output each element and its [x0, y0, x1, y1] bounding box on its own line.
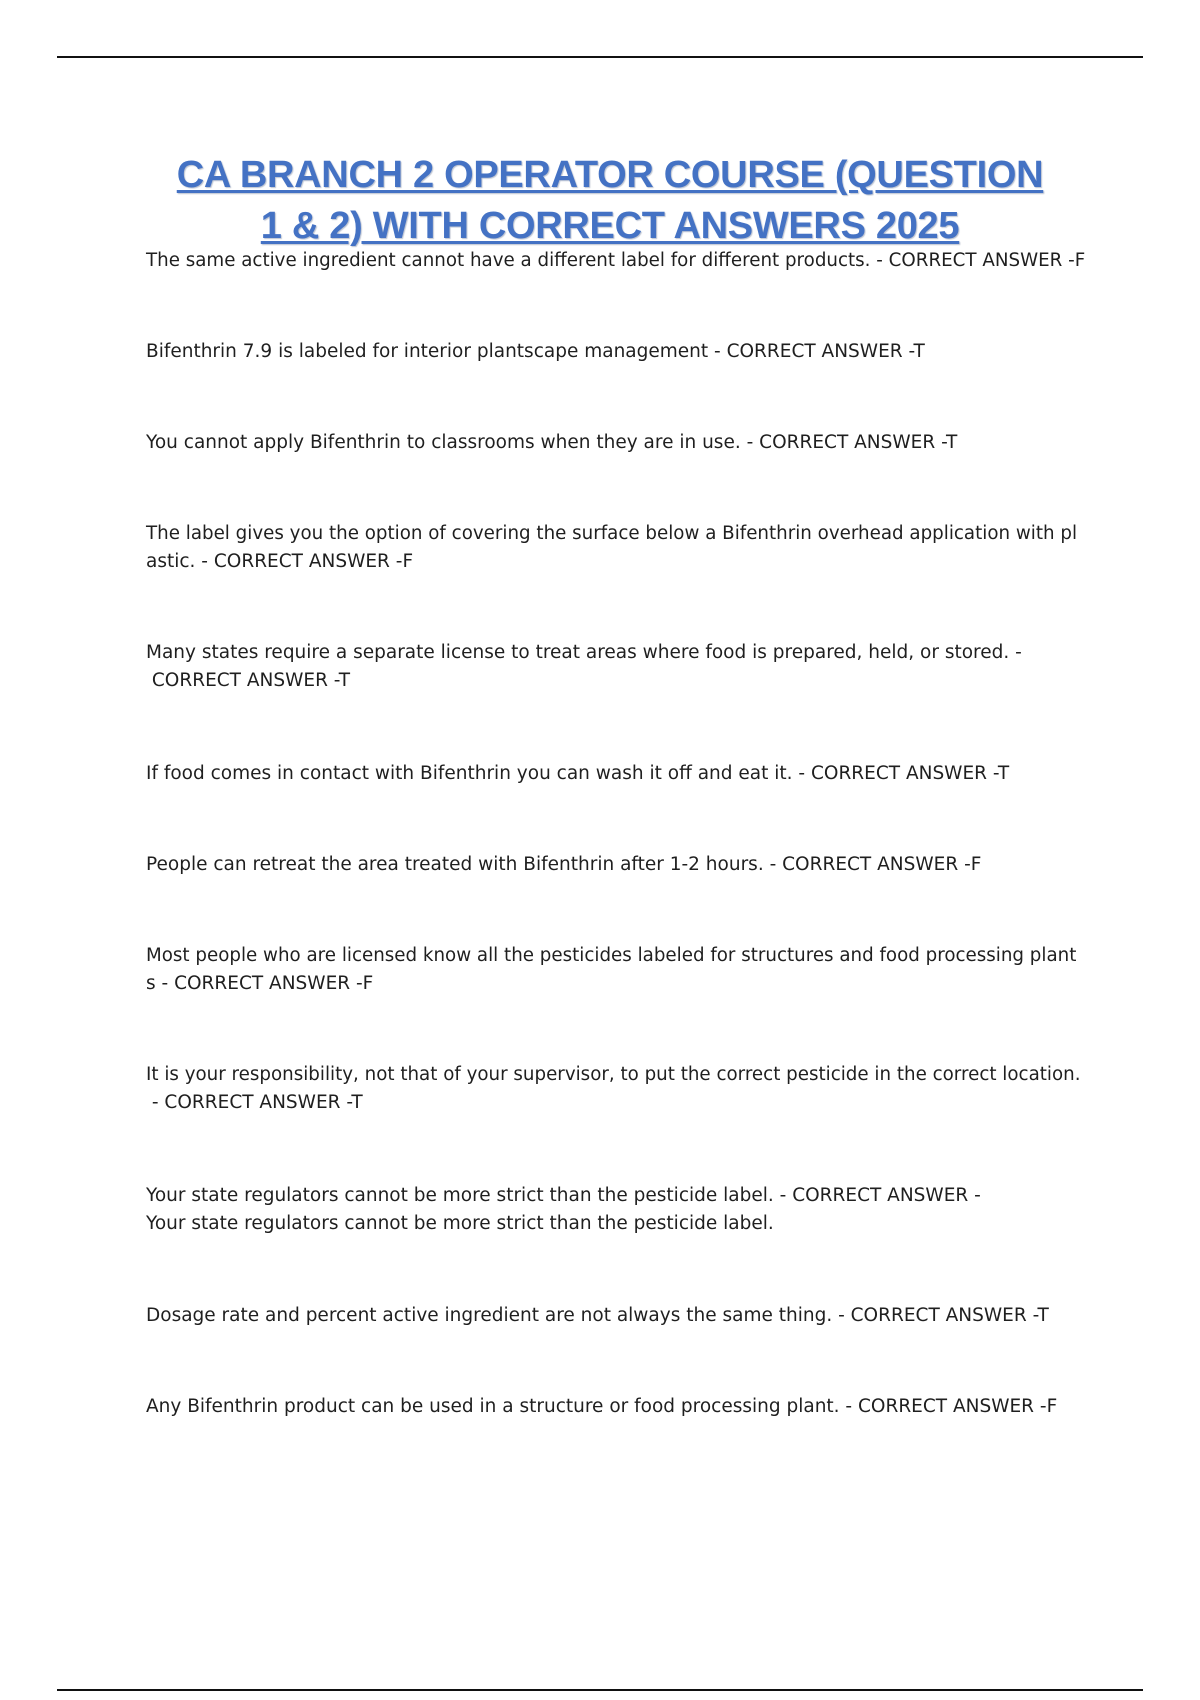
question-text: The same active ingredient cannot have a different label for different products. - CORRECT ANSWER -F [146, 250, 1086, 271]
question-item [146, 520, 1086, 576]
top-rule [57, 56, 1143, 58]
title-line-1: CA BRANCH 2 OPERATOR COURSE (QUESTION [176, 154, 1044, 196]
question-item [146, 1182, 1086, 1238]
question-item [146, 1393, 1086, 1421]
question-item [146, 760, 1086, 788]
question-item [146, 247, 1086, 275]
question-text: s - CORRECT ANSWER -F [146, 973, 374, 994]
question-item [146, 851, 1086, 879]
question-text: Your state regulators cannot be more strict than the pesticide label. - CORRECT ANSWER - [146, 1185, 981, 1206]
question-item [146, 338, 1086, 366]
question-text: Bifenthrin 7.9 is labeled for interior plantscape management - CORRECT ANSWER -T [146, 341, 925, 362]
question-item [146, 639, 1086, 695]
document-title [140, 150, 1080, 252]
question-text: Many states require a separate license to treat areas where food is prepared, held, or stored. - [146, 642, 1022, 663]
question-item [146, 1302, 1086, 1330]
question-text: - CORRECT ANSWER -T [146, 1092, 363, 1113]
question-text: It is your responsibility, not that of your supervisor, to put the correct pesticide in the correct location. [146, 1064, 1081, 1085]
title-text [140, 150, 1080, 252]
question-item [146, 429, 1086, 457]
question-text: You cannot apply Bifenthrin to classrooms when they are in use. - CORRECT ANSWER -T [146, 432, 958, 453]
question-text: Dosage rate and percent active ingredient are not always the same thing. - CORRECT ANSWER -T [146, 1305, 1049, 1326]
question-text: CORRECT ANSWER -T [146, 670, 351, 691]
question-text: astic. - CORRECT ANSWER -F [146, 551, 414, 572]
question-item [146, 942, 1086, 998]
bottom-rule [57, 1689, 1143, 1691]
question-text: The label gives you the option of covering the surface below a Bifenthrin overhead application with pl [146, 523, 1078, 544]
question-text: People can retreat the area treated with Bifenthrin after 1-2 hours. - CORRECT ANSWER -F [146, 854, 982, 875]
question-text: Most people who are licensed know all the pesticides labeled for structures and food processing plant [146, 945, 1077, 966]
title-line-2: 1 & 2) WITH CORRECT ANSWERS 2025 [260, 205, 960, 247]
question-text: Any Bifenthrin product can be used in a structure or food processing plant. - CORRECT ANSWER -F [146, 1396, 1058, 1417]
question-text: If food comes in contact with Bifenthrin you can wash it off and eat it. - CORRECT ANSWER -T [146, 763, 1010, 784]
question-text: Your state regulators cannot be more strict than the pesticide label. [146, 1213, 774, 1234]
question-item [146, 1061, 1086, 1117]
